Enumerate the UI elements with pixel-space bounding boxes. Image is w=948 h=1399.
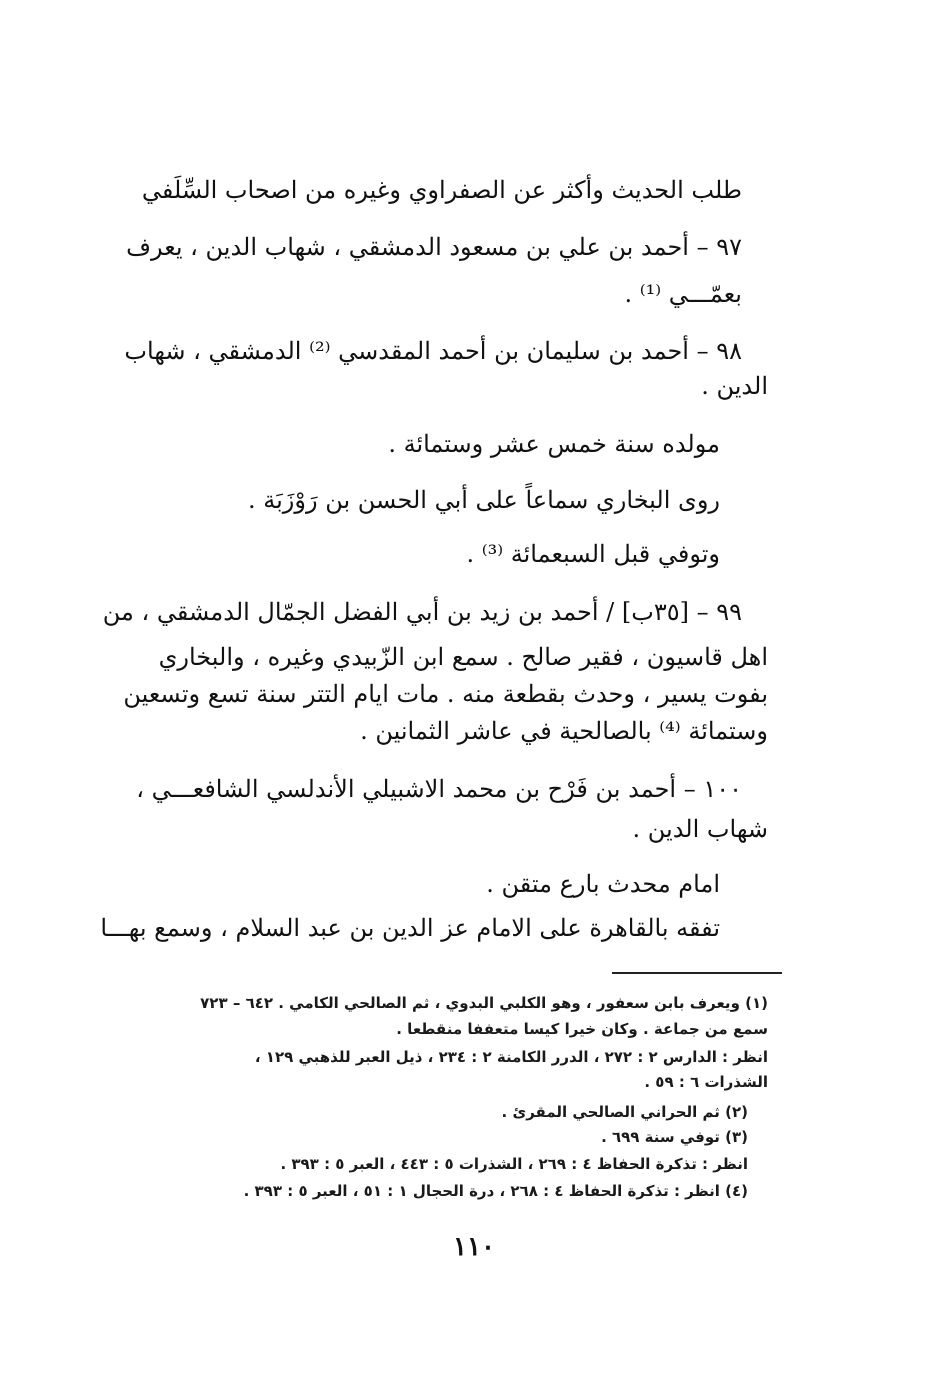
text-line: بعمّـــي ⁽¹⁾ . [624,280,742,308]
text-line: روى البخاري سماعاً على أبي الحسن بن رَوْزَبَة . [248,486,720,514]
footnote-line: (٣) توفي سنة ٦٩٩ . [601,1128,748,1146]
footnote-line: (١) ويعرف بابن سعفور ، وهو الكلبي البدوي ، ثم الصالحي الكامي . ٦٤٢ – ٧٢٣ [200,994,768,1012]
entry-100-line: ١٠٠ – أحمد بن فَرْح بن محمد الاشبيلي الأندلسي الشافعـــي ، [136,775,742,803]
footnote-line: الشذرات ٦ : ٥٩ . [644,1073,768,1091]
footnote-line: (٤) انظر : تذكرة الحفاظ ٤ : ٢٦٨ ، درة الحجال ١ : ٥١ ، العبر ٥ : ٣٩٣ . [243,1182,748,1200]
text-line: مولده سنة خمس عشر وستمائة . [388,430,720,458]
footnote-line: انظر : تذكرة الحفاظ ٤ : ٢٦٩ ، الشذرات ٥ : ٤٤٣ ، العبر ٥ : ٣٩٣ . [280,1155,748,1173]
text-line: وستمائة ⁽⁴⁾ بالصالحية في عاشر الثمانين . [360,717,768,745]
entry-98-line: ٩٨ – أحمد بن سليمان بن أحمد المقدسي ⁽²⁾ الدمشقي ، شهاب [124,337,742,365]
entry-97-line: ٩٧ – أحمد بن علي بن مسعود الدمشقي ، شهاب الدين ، يعرف [126,233,742,261]
entry-99-line: ٩٩ – [٣٥ب] / أحمد بن زيد بن أبي الفضل الجمّال الدمشقي ، من [102,598,742,626]
text-line: الدين . [701,372,768,400]
footnote-line: سمع من جماعة . وكان خيرا كيسا متعففا منقطعا . [396,1020,768,1038]
text-line: تفقه بالقاهرة على الامام عز الدين بن عبد السلام ، وسمع بهـــا [100,914,720,942]
text-line: شهاب الدين . [632,815,768,843]
text-line: وتوفي قبل السبعمائة ⁽³⁾ . [466,540,720,568]
text-line: اهل قاسيون ، فقير صالح . سمع ابن الزّبيدي وغيره ، والبخاري [158,643,768,671]
footnote-line: انظر : الدارس ٢ : ٢٧٢ ، الدرر الكامنة ٢ : ٢٣٤ ، ذيل العبر للذهبي ١٢٩ ، [254,1048,768,1066]
text-line: امام محدث بارع متقن . [486,870,720,898]
text-line: طلب الحديث وأكثر عن الصفراوي وغيره من اصحاب السِّلَفي [141,176,742,204]
page-number: ١١٠ [453,1232,495,1262]
footnote-line: (٢) ثم الحراني الصالحي المقرئ . [501,1103,748,1121]
text-line: بفوت يسير ، وحدث بقطعة منه . مات ايام التتر سنة تسع وتسعين [123,680,768,708]
footnote-divider [612,972,782,974]
